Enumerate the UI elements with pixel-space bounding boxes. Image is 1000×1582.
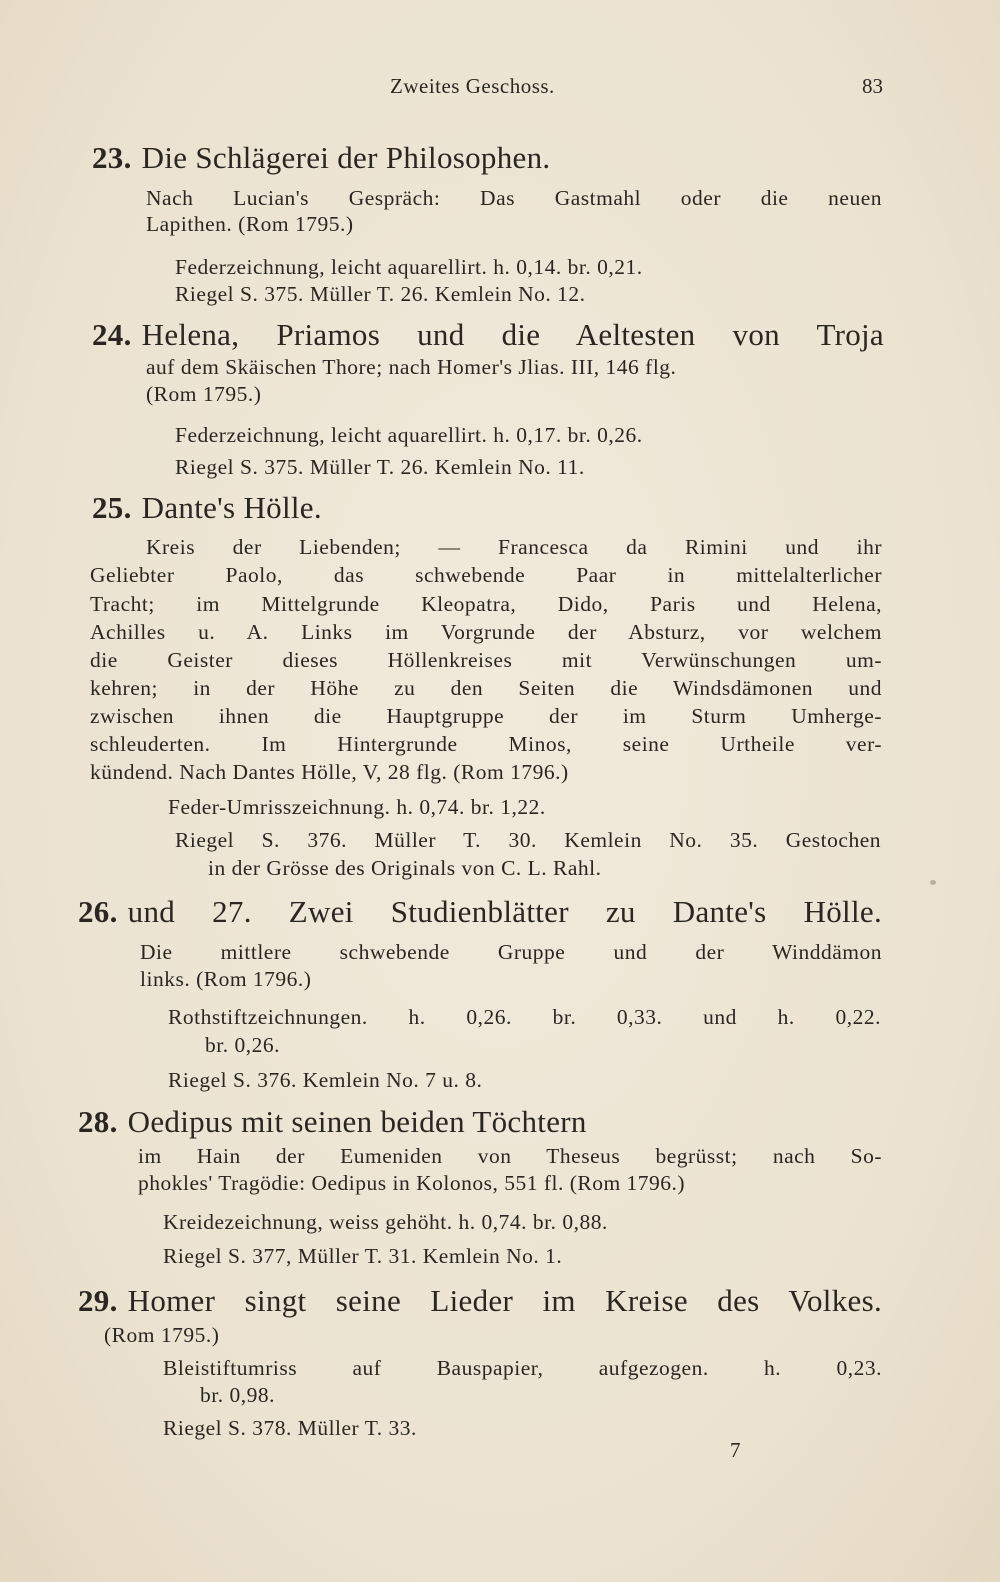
entry-text-line: Kreidezeichnung, weiss gehöht. h. 0,74. br. 0,88. [163,1210,608,1234]
entry-text-line: phokles' Tragödie: Oedipus in Kolonos, 551 fl. (Rom 1796.) [138,1171,686,1195]
entry-text-line: Bleistiftumriss auf Bauspapier, aufgezogen. h. 0,23. [163,1356,882,1380]
entry-text-line: Rothstiftzeichnungen. h. 0,26. br. 0,33. und h. 0,22. [168,1005,881,1029]
entry-title: Dante's Hölle. [141,490,322,525]
page-number: 83 [862,74,883,98]
entry-title: Die Schlägerei der Philosophen. [141,140,551,175]
entry-text-line: in der Grösse des Originals von C. L. Rahl. [208,856,602,880]
entry-number: 26. [78,894,118,929]
entry-text-line: Riegel S. 375. Müller T. 26. Kemlein No. 12. [175,282,586,306]
entry-text-line: Kreis der Liebenden; — Francesca da Rimini und ihr [146,535,882,559]
entry-text-line: Riegel S. 377, Müller T. 31. Kemlein No. 1. [163,1244,563,1268]
entry-text-line: Riegel S. 376. Kemlein No. 7 u. 8. [168,1068,483,1092]
entry-text-line: Federzeichnung, leicht aquarellirt. h. 0,17. br. 0,26. [175,423,643,447]
entry-text-line: (Rom 1795.) [146,382,262,406]
entry-text-line: Tracht; im Mittelgrunde Kleopatra, Dido, Paris und Helena, [90,592,882,616]
entry-number: 29. [78,1283,118,1318]
entry-number: 24. [92,317,132,352]
ink-speck [930,880,936,885]
entry-number: 25. [92,490,132,525]
entry-text-line: Feder-Umrisszeichnung. h. 0,74. br. 1,22. [168,795,546,819]
entry-heading [78,1104,587,1140]
entry-heading [78,894,882,930]
entry-heading [92,140,550,176]
entry-title: und 27. Zwei Studienblätter zu Dante's Hölle. [127,894,882,929]
entry-text-line: die Geister dieses Höllenkreises mit Verwünschungen um- [90,648,882,672]
entry-heading [92,490,322,526]
running-title: Zweites Geschoss. [390,74,555,98]
entry-number: 28. [78,1104,118,1139]
entry-heading [92,317,884,353]
entry-text-line: zwischen ihnen die Hauptgruppe der im Sturm Umherge- [90,704,882,728]
entry-title: Homer singt seine Lieder im Kreise des Volkes. [127,1283,882,1318]
entry-text-line: Lapithen. (Rom 1795.) [146,212,354,236]
entry-text-line: br. 0,98. [200,1383,275,1407]
entry-text-line: Federzeichnung, leicht aquarellirt. h. 0,14. br. 0,21. [175,255,643,279]
entry-title: Helena, Priamos und die Aeltesten von Troja [141,317,884,352]
running-head [0,74,1000,108]
entry-text-line: Die mittlere schwebende Gruppe und der Winddämon [140,940,882,964]
entry-text-line: Riegel S. 375. Müller T. 26. Kemlein No. 11. [175,455,585,479]
entry-text-line: kündend. Nach Dantes Hölle, V, 28 flg. (Rom 1796.) [90,760,569,784]
entry-text-line: Geliebter Paolo, das schwebende Paar in mittelalterlicher [90,563,882,587]
entry-text-line: Riegel S. 376. Müller T. 30. Kemlein No. 35. Gestochen [175,828,881,852]
entry-number: 23. [92,140,132,175]
entry-text-line: br. 0,26. [205,1033,280,1057]
entry-text-line: schleuderten. Im Hintergrunde Minos, seine Urtheile ver- [90,732,882,756]
entry-text-line: Nach Lucian's Gespräch: Das Gastmahl oder die neuen [146,186,882,210]
entry-title: Oedipus mit seinen beiden Töchtern [127,1104,587,1139]
entry-text-line: im Hain der Eumeniden von Theseus begrüsst; nach So- [138,1144,882,1168]
entry-text-line: (Rom 1795.) [104,1323,220,1347]
entry-text-line: Achilles u. A. Links im Vorgrunde der Absturz, vor welchem [90,620,882,644]
entry-text-line: kehren; in der Höhe zu den Seiten die Windsdämonen und [90,676,882,700]
signature-mark: 7 [730,1438,741,1462]
entry-heading [78,1283,882,1319]
entry-text-line: Riegel S. 378. Müller T. 33. [163,1416,417,1440]
entry-text-line: links. (Rom 1796.) [140,967,312,991]
entry-text-line: auf dem Skäischen Thore; nach Homer's Jlias. III, 146 flg. [146,355,677,379]
